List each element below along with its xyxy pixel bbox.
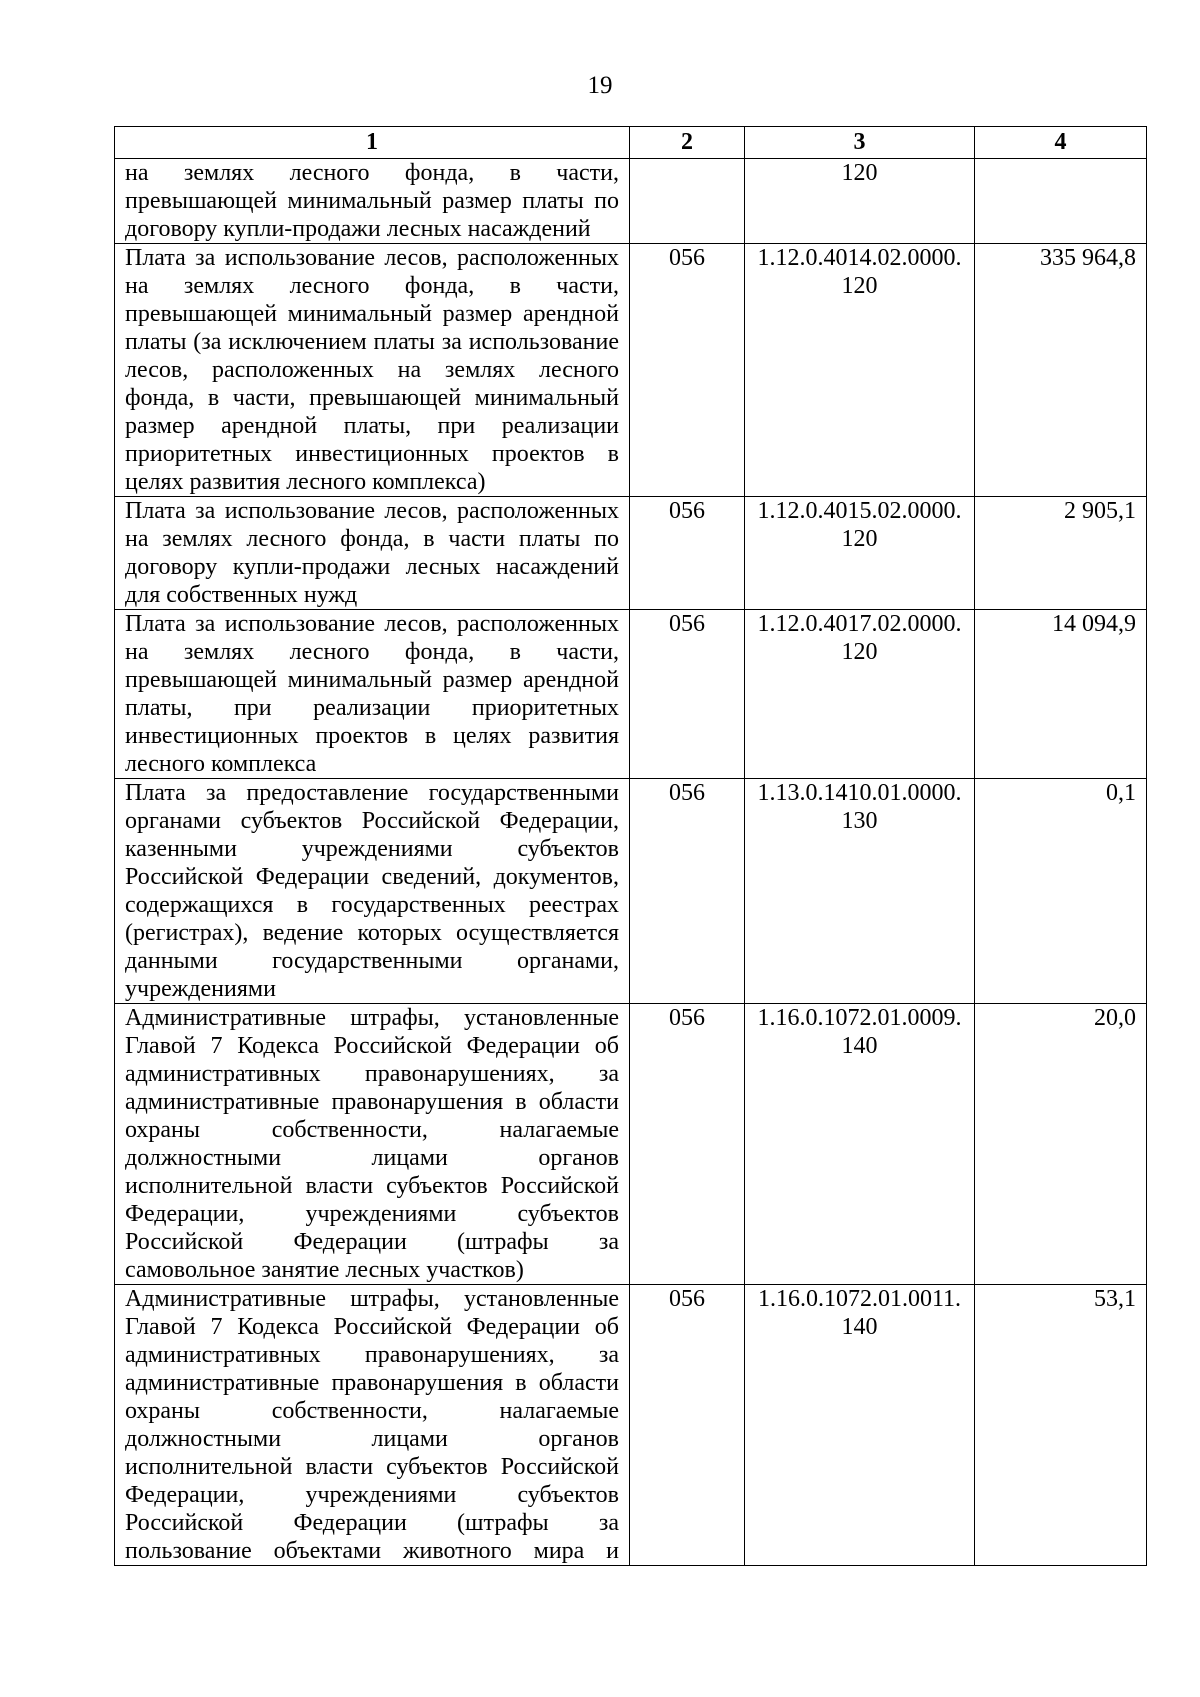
row-admin-code: 056 bbox=[630, 1285, 745, 1566]
row-kbk-code: 120 bbox=[745, 159, 975, 244]
row-amount: 335 964,8 bbox=[975, 244, 1147, 497]
row-admin-code: 056 bbox=[630, 779, 745, 1004]
row-kbk-code: 1.12.0.4017.02.0000. 120 bbox=[745, 610, 975, 779]
table-row bbox=[115, 159, 1147, 244]
table-row bbox=[115, 779, 1147, 1004]
table-row bbox=[115, 1004, 1147, 1285]
row-description: на землях лесного фонда, в части, превышающей минимальный размер платы по договору купли-продажи лесных насаждений bbox=[115, 159, 630, 244]
row-amount: 0,1 bbox=[975, 779, 1147, 1004]
row-kbk-code: 1.12.0.4015.02.0000. 120 bbox=[745, 497, 975, 610]
row-description: Плата за использование лесов, расположенных на землях лесного фонда, в части, превышающей минимальный размер арендной платы, при реализации приоритетных инвестиционных проектов в целях развития лесного комплекса bbox=[115, 610, 630, 779]
row-kbk-code: 1.16.0.1072.01.0011. 140 bbox=[745, 1285, 975, 1566]
row-amount bbox=[975, 159, 1147, 244]
table-header-row bbox=[115, 127, 1147, 159]
row-amount: 20,0 bbox=[975, 1004, 1147, 1285]
column-header-3: 3 bbox=[745, 127, 975, 159]
page-number: 19 bbox=[587, 72, 613, 99]
row-description: Плата за использование лесов, расположенных на землях лесного фонда, в части платы по договору купли-продажи лесных насаждений для собственных нужд bbox=[115, 497, 630, 610]
row-admin-code: 056 bbox=[630, 1004, 745, 1285]
column-header-4: 4 bbox=[975, 127, 1147, 159]
table-row bbox=[115, 244, 1147, 497]
row-kbk-code: 1.16.0.1072.01.0009. 140 bbox=[745, 1004, 975, 1285]
row-description: Административные штрафы, установленные Главой 7 Кодекса Российской Федерации об административных правонарушениях, за административные правонарушения в области охраны собственности, налагаемые должностными лицами органов исполнительной власти субъектов Российской Федерации, учреждениями субъектов Российской Федерации (штрафы за пользование объектами животного мира и bbox=[115, 1285, 630, 1566]
table-row bbox=[115, 1285, 1147, 1566]
row-admin-code: 056 bbox=[630, 610, 745, 779]
row-description: Административные штрафы, установленные Главой 7 Кодекса Российской Федерации об административных правонарушениях, за административные правонарушения в области охраны собственности, налагаемые должностными лицами органов исполнительной власти субъектов Российской Федерации, учреждениями субъектов Российской Федерации (штрафы за самовольное занятие лесных участков) bbox=[115, 1004, 630, 1285]
column-header-2: 2 bbox=[630, 127, 745, 159]
row-description: Плата за предоставление государственными органами субъектов Российской Федерации, казенными учреждениями субъектов Российской Федерации сведений, документов, содержащихся в государственных реестрах (регистрах), ведение которых осуществляется данными государственными органами, учреждениями bbox=[115, 779, 630, 1004]
row-kbk-code: 1.13.0.1410.01.0000. 130 bbox=[745, 779, 975, 1004]
table-row bbox=[115, 610, 1147, 779]
table-row bbox=[115, 497, 1147, 610]
column-header-1: 1 bbox=[115, 127, 630, 159]
row-admin-code: 056 bbox=[630, 497, 745, 610]
row-amount: 14 094,9 bbox=[975, 610, 1147, 779]
row-amount: 53,1 bbox=[975, 1285, 1147, 1566]
row-admin-code bbox=[630, 159, 745, 244]
row-admin-code: 056 bbox=[630, 244, 745, 497]
row-amount: 2 905,1 bbox=[975, 497, 1147, 610]
row-kbk-code: 1.12.0.4014.02.0000. 120 bbox=[745, 244, 975, 497]
revenue-table bbox=[114, 126, 1147, 1566]
row-description: Плата за использование лесов, расположенных на землях лесного фонда, в части, превышающей минимальный размер арендной платы (за исключением платы за использование лесов, расположенных на землях лесного фонда, в части, превышающей минимальный размер арендной платы, при реализации приоритетных инвестиционных проектов в целях развития лесного комплекса) bbox=[115, 244, 630, 497]
